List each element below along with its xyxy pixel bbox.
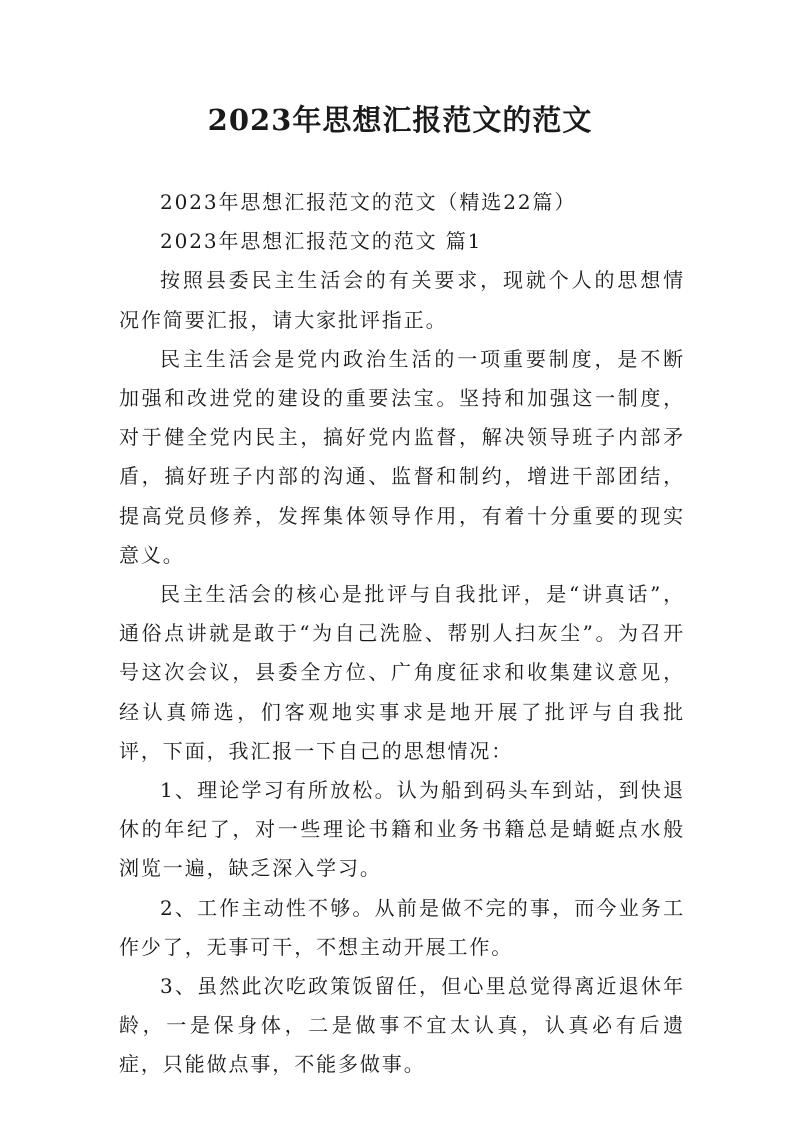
paragraph: 按照县委民主生活会的有关要求，现就个人的思想情况作简要汇报，请大家批评指正。 [119, 268, 685, 332]
document-title: 2023年思想汇报范文的范文 [207, 103, 593, 137]
paragraph-list-item: 1、理论学习有所放松。认为船到码头车到站，到快退休的年纪了，对一些理论书籍和业务书籍总是蜻蜓点水般浏览一遍，缺乏深入学习。 [119, 778, 685, 881]
paragraph-section-heading: 2023年思想汇报范文的范文 篇1 [160, 229, 483, 254]
paragraph: 民主生活会是党内政治生活的一项重要制度，是不断加强和改进党的建设的重要法宝。坚持和加强这一制度，对于健全党内民主，搞好党内监督，解决领导班子内部矛盾，搞好班子内部的沟通、监督和制约，增进干部团结，提高党员修养，发挥集体领导作用，有着十分重要的现实意义。 [119, 346, 685, 567]
document-body [119, 183, 685, 1085]
paragraph-list-item: 2、工作主动性不够。从前是做不完的事，而今业务工作少了，无事可干，不想主动开展工作。 [119, 895, 685, 959]
paragraph-list-item: 3、虽然此次吃政策饭留任，但心里总觉得离近退休年龄，一是保身体，二是做事不宜太认真，认真必有后遗症，只能做点事，不能多做事。 [119, 974, 685, 1077]
paragraph-subtitle: 2023年思想汇报范文的范文（精选22篇） [160, 190, 577, 214]
paragraph: 民主生活会的核心是批评与自我批评，是“讲真话”，通俗点讲就是敢于“为自己洗脸、帮别人扫灰尘”。为召开号这次会议，县委全方位、广角度征求和收集建议意见，经认真筛选，们客观地实事求是地开展了批评与自我批评，下面，我汇报一下自己的思想情况： [119, 582, 685, 763]
